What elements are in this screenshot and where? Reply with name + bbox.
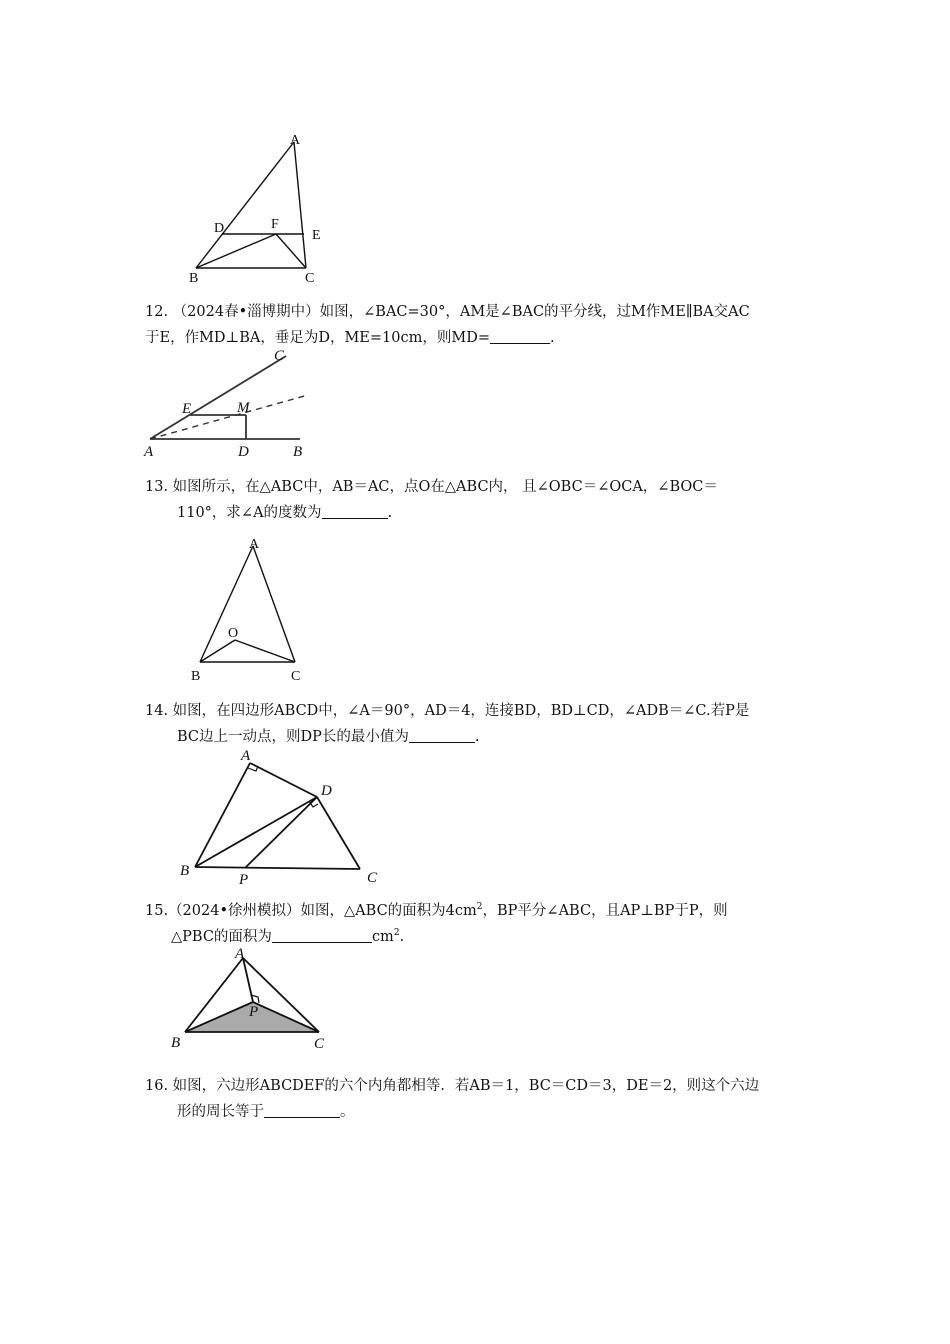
q15-figure — [165, 944, 335, 1054]
q16-text-1: 如图，六边形ABCDEF的六个内角都相等．若AB＝1，BC＝CD＝3，DE＝2，则这个六边 — [172, 1078, 760, 1094]
q12-label-e: E — [182, 401, 192, 417]
q13-label-b: B — [191, 669, 201, 684]
q11-figure — [180, 128, 330, 288]
q16-line-2 — [145, 1099, 815, 1125]
q15-source: （2024•徐州模拟） — [168, 903, 301, 919]
q14-label-p: P — [239, 872, 249, 888]
q13-number: 13. — [145, 479, 169, 495]
q15-label-a: A — [235, 946, 245, 962]
q13-label-c: C — [291, 669, 301, 684]
q13-text-2-end: . — [387, 505, 393, 521]
q13-label-a: A — [249, 537, 260, 552]
q15-number: 15. — [145, 903, 169, 919]
q12-figure — [140, 342, 320, 462]
q14-line-1 — [145, 698, 815, 724]
q12-label-m: M — [237, 400, 250, 416]
q13-figure — [185, 530, 315, 690]
q11-line-ab — [196, 142, 294, 268]
q15-label-c: C — [314, 1036, 325, 1052]
q12-label-c: C — [274, 348, 285, 364]
q14-text-2: BC边上一动点，则DP长的最小值为 — [177, 729, 409, 745]
q11-figure-svg — [180, 128, 330, 288]
q14-answer-blank[interactable] — [409, 727, 475, 743]
q13-answer-blank[interactable] — [322, 503, 388, 519]
q16-number: 16. — [145, 1078, 169, 1094]
q11-label-c: C — [305, 271, 315, 286]
q11-label-a: A — [290, 133, 301, 148]
q12-answer-blank[interactable] — [490, 328, 550, 344]
q13-line-ac — [253, 546, 295, 662]
q15-answer-blank[interactable] — [272, 927, 372, 943]
q12-text-2-end: . — [549, 330, 555, 346]
q13-line-1 — [145, 474, 815, 500]
q11-label-f: F — [271, 217, 279, 232]
question-15 — [145, 898, 815, 950]
q14-figure-svg — [170, 745, 390, 890]
q11-label-e: E — [312, 228, 321, 243]
q12-number: 12. — [145, 304, 169, 320]
q12-text-2: 于E，作MD⊥BA，垂足为D，ME=10cm，则MD= — [145, 330, 490, 346]
q15-unit: cm — [371, 929, 394, 945]
q12-line-1 — [145, 299, 815, 325]
q14-label-c: C — [367, 870, 378, 886]
q15-sup-2: 2 — [393, 928, 400, 939]
q14-figure — [170, 745, 390, 890]
q14-line-ad — [250, 763, 317, 797]
question-13 — [145, 474, 815, 526]
q13-label-o: O — [228, 626, 239, 641]
q11-line-ac — [294, 142, 306, 268]
q14-line-dc — [317, 797, 360, 869]
q15-sup-1: 2 — [476, 902, 483, 913]
q16-text-2: 形的周长等于 — [177, 1104, 264, 1120]
q14-text-2-end: . — [474, 729, 480, 745]
q12-label-b: B — [293, 444, 303, 460]
q16-text-2-end: 。 — [340, 1104, 355, 1120]
q15-line-1 — [145, 898, 815, 924]
q12-label-d: D — [238, 444, 249, 460]
q15-text-1-end: ，BP平分∠ABC，且AP⊥BP于P，则 — [482, 903, 728, 919]
q16-answer-blank[interactable] — [264, 1102, 340, 1118]
question-14 — [145, 698, 815, 750]
q15-figure-svg — [165, 944, 335, 1054]
q13-line-2 — [145, 500, 815, 526]
q13-text-1: 如图所示，在△ABC中，AB＝AC，点O在△ABC内， 且∠OBC＝∠OCA，∠BOC＝ — [172, 479, 718, 495]
q14-text-1: 如图，在四边形ABCD中，∠A＝90°，AD＝4，连接BD，BD⊥CD，∠ADB＝∠C.若P是 — [172, 703, 750, 719]
q14-line-bc — [195, 867, 360, 869]
q11-line-bf — [196, 234, 276, 268]
q15-text-2: △PBC的面积为 — [171, 929, 272, 945]
q11-label-d: D — [214, 221, 225, 236]
q14-number: 14. — [145, 703, 169, 719]
q15-label-p: P — [249, 1004, 259, 1020]
q11-line-cf — [276, 234, 306, 268]
q14-label-d: D — [321, 783, 332, 799]
q14-label-a: A — [241, 748, 251, 764]
q12-line-ac — [150, 356, 286, 439]
q13-text-2: 110°，求∠A的度数为 — [177, 505, 322, 521]
q15-label-b: B — [171, 1035, 181, 1051]
q16-line-1 — [145, 1073, 815, 1099]
q12-figure-svg — [140, 342, 320, 462]
q15-text-1: 如图，△ABC的面积为4cm — [300, 903, 477, 919]
q15-text-2-end: . — [399, 929, 405, 945]
q12-label-a: A — [144, 444, 154, 460]
q14-label-b: B — [180, 863, 190, 879]
q12-text-1: 如图，∠BAC=30°，AM是∠BAC的平分线，过M作ME∥BA交AC — [319, 304, 750, 320]
q14-right-angle-d — [309, 801, 318, 807]
q13-line-oc — [235, 640, 295, 662]
q12-source: （2024春•淄博期中） — [172, 304, 320, 320]
q12-line-am-dashed — [150, 395, 308, 439]
q11-label-b: B — [189, 271, 199, 286]
q13-figure-svg — [185, 530, 315, 690]
question-16 — [145, 1073, 815, 1125]
